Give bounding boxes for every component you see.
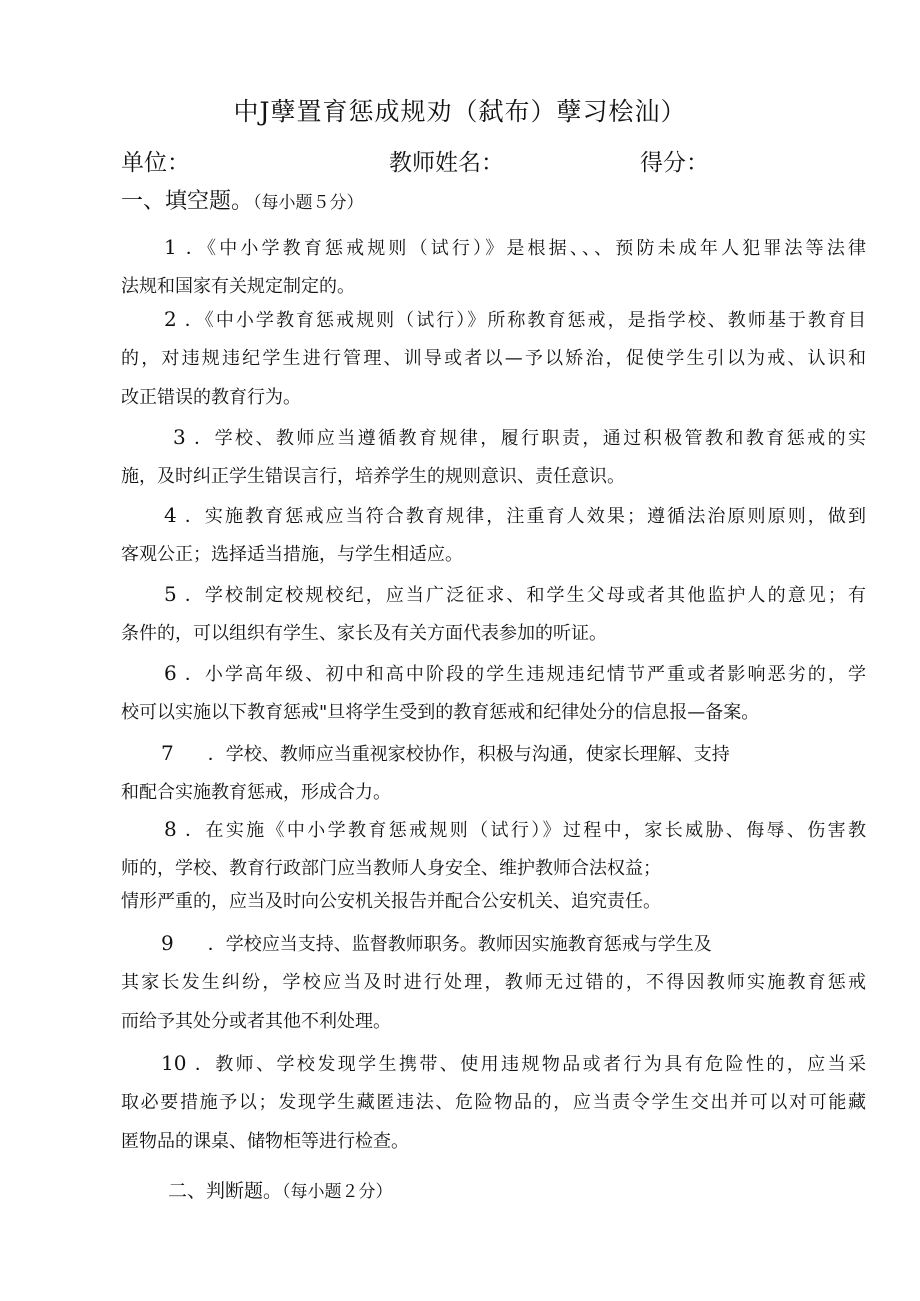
question-number: 5 xyxy=(164,582,177,606)
question-line xyxy=(121,228,866,267)
section-true-false-heading xyxy=(168,1176,393,1203)
unit-label: 单位： xyxy=(121,150,190,176)
question-line xyxy=(121,810,866,849)
question-text: ．在实施《中小学教育惩戒规则（试行）》过程中，家长威胁、侮辱、伤害教 xyxy=(182,820,866,841)
question-item-8 xyxy=(121,810,866,921)
score-label: 得分： xyxy=(640,150,709,176)
question-line: 其家长发生纠纷，学校应当及时进行处理，教师无过错的，不得因教师实施教育惩戒 xyxy=(121,972,866,993)
question-item-1 xyxy=(121,228,866,306)
header-info-row xyxy=(0,144,920,178)
question-line xyxy=(121,734,866,773)
question-line: 和配合实施教育惩戒，形成合力。 xyxy=(121,782,391,803)
question-line xyxy=(121,924,866,963)
question-line xyxy=(121,575,866,614)
question-line: 法规和国家有关规定制定的。 xyxy=(121,276,355,297)
question-number: 2 xyxy=(164,307,177,331)
question-number: 1 xyxy=(164,235,177,259)
question-text: ．学校应当支持、监督教师职务。教师因实施教育惩戒与学生及 xyxy=(207,934,712,955)
question-item-6 xyxy=(121,654,866,732)
question-line xyxy=(121,496,866,535)
question-line: 情形严重的，应当及时向公安机关报告并配合公安机关、追究责任。 xyxy=(121,891,661,912)
teacher-name-label: 教师姓名： xyxy=(389,150,504,176)
question-line: 施，及时纠正学生错误言行，培养学生的规则意识、责任意识。 xyxy=(121,466,625,487)
section-fill-blank-heading xyxy=(121,184,364,215)
question-line: 而给予其处分或者其他不利处理。 xyxy=(121,1011,391,1032)
question-number: 6 xyxy=(164,661,177,685)
question-line: 改正错误的教育行为。 xyxy=(121,387,301,408)
question-text: ．学校、教师应当重视家校协作，积极与沟通，使家长理解、支持 xyxy=(207,744,730,765)
question-item-10 xyxy=(121,1044,866,1161)
question-line xyxy=(121,418,866,457)
question-line xyxy=(121,300,866,339)
question-line: 的，对违规违纪学生进行管理、训导或者以—予以矫治，促使学生引以为戒、认识和 xyxy=(121,348,866,369)
section-true-false-note: （每小题２分） xyxy=(282,1182,393,1202)
question-item-4 xyxy=(121,496,866,574)
section-fill-blank-title: 一、填空题。 xyxy=(121,189,254,214)
question-text: ．小学高年级、初中和高中阶段的学生违规违纪情节严重或者影响恶劣的，学 xyxy=(182,664,866,685)
question-line: 条件的，可以组织有学生、家长及有关方面代表参加的听证。 xyxy=(121,623,607,644)
question-number: 9 xyxy=(161,931,174,955)
section-fill-blank-note: （每小题５分） xyxy=(253,193,364,213)
question-text: ．《中小学教育惩戒规则（试行）》是根据、、、预防未成年人犯罪法等法律 xyxy=(182,238,866,259)
question-number: 10 xyxy=(161,1051,187,1075)
question-number: 3 xyxy=(173,425,186,449)
question-number: 4 xyxy=(164,503,177,527)
question-line: 客观公正；选择适当措施，与学生相适应。 xyxy=(121,544,463,565)
question-item-9 xyxy=(121,924,866,1041)
question-text: ．学校、教师应当遵循教育规律，履行职责，通过积极管教和教育惩戒的实 xyxy=(191,428,866,449)
question-line: 师的，学校、教育行政部门应当教师人身安全、维护教师合法权益； xyxy=(121,858,661,879)
section-true-false-title: 二、判断题。 xyxy=(168,1180,283,1202)
question-text: ．教师、学校发现学生携带、使用违规物品或者行为具有危险性的，应当采 xyxy=(192,1054,866,1075)
question-line xyxy=(121,654,866,693)
question-item-2 xyxy=(121,300,866,417)
question-number: 7 xyxy=(161,741,174,765)
question-line: 取必要措施予以；发现学生藏匿违法、危险物品的，应当责令学生交出并可以对可能藏 xyxy=(121,1092,866,1113)
question-item-5 xyxy=(121,575,866,653)
question-text: ．实施教育惩戒应当符合教育规律，注重育人效果；遵循法治原则原则，做到 xyxy=(182,506,866,527)
question-line: 校可以实施以下教育惩戒"旦将学生受到的教育惩戒和纪律处分的信息报—备案。 xyxy=(121,702,760,723)
question-text: ．《中小学教育惩戒规则（试行）》所称教育惩戒，是指学校、教师基于教育目 xyxy=(182,310,866,331)
question-number: 8 xyxy=(164,817,177,841)
question-line: 匿物品的课桌、储物柜等进行检查。 xyxy=(121,1131,409,1152)
question-item-7 xyxy=(121,734,866,812)
question-item-3 xyxy=(121,418,866,496)
document-title: 中J孽置育惩成规劝（弑布）孽习桧汕） xyxy=(233,97,687,126)
question-text: ．学校制定校规校纪，应当广泛征求、和学生父母或者其他监护人的意见；有 xyxy=(182,585,866,606)
question-line xyxy=(121,1044,866,1083)
